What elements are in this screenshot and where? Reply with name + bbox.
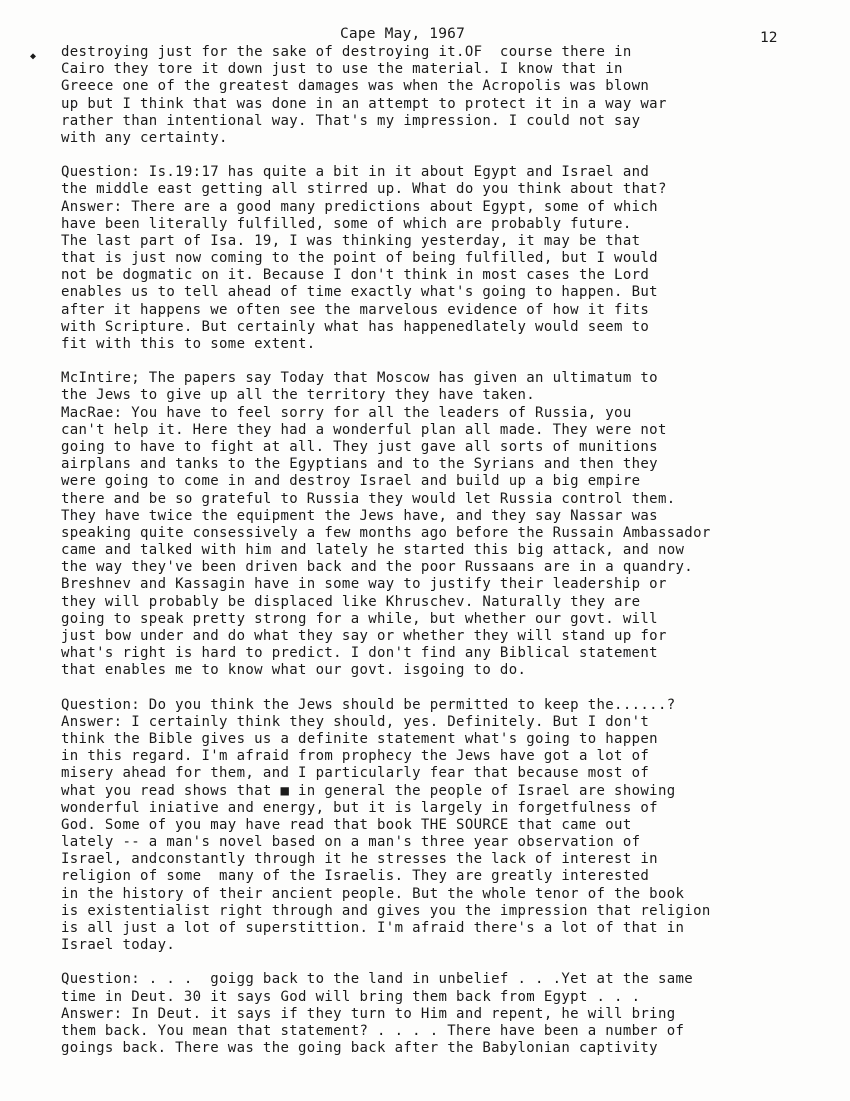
text-line: Question: Do you think the Jews should be permitted to keep the......? [61,696,676,713]
text-line: up but I think that was done in an attempt to protect it in a way war [61,95,667,112]
text-line: in this regard. I'm afraid from prophecy the Jews have got a lot of [61,748,650,765]
text-line: enables us to tell ahead of time exactly what's going to happen. But [61,284,658,301]
text-line: rather than intentional way. That's my impression. I could not say [61,112,641,129]
text-line: they will probably be displaced like Khruschev. Naturally they are [61,593,641,610]
text-line: misery ahead for them, and I particularly fear that because most of [61,765,650,782]
paragraph-4 [61,697,836,955]
text-line: not be dogmatic on it. Because I don't think in most cases the Lord [61,267,650,284]
text-line: fit with this to some extent. [61,336,316,352]
text-line: the middle east getting all stirred up. What do you think about that? [61,181,667,198]
paragraph-1 [61,44,836,147]
text-line: have been literally fulfilled, some of which are probably future. [61,215,632,232]
text-line: going to speak pretty strong for a while, but whether our govt. will [61,610,658,627]
text-line: Cairo they tore it down just to use the material. I know that in [61,61,623,78]
text-line: time in Deut. 30 it says God will bring them back from Egypt . . . [61,988,641,1005]
text-line: MacRae: You have to feel sorry for all the leaders of Russia, you [61,404,632,421]
text-line: speaking quite consessively a few months ago before the Russain Ambassador [61,524,711,541]
paragraph-5 [61,971,836,1057]
text-line: in the history of their ancient people. But the whole tenor of the book [61,885,685,902]
text-line: airplans and tanks to the Egyptians and to the Syrians and then they [61,456,658,473]
text-line: just bow under and do what they say or whether they will stand up for [61,628,667,644]
text-line: Israel, andconstantly through it he stresses the lack of interest in [61,851,658,868]
text-line: what's right is hard to predict. I don't find any Biblical statement [61,645,658,662]
text-line: were going to come in and destroy Israel and build up a big empire [61,473,641,490]
text-line: is all just a lot of superstittion. I'm afraid there's a lot of that in [61,920,685,936]
page-number: 12 [760,30,778,46]
text-line: They have twice the equipment the Jews have, and they say Nassar was [61,507,658,524]
text-line: Question: Is.19:17 has quite a bit in it about Egypt and Israel and [61,164,650,181]
text-line: God. Some of you may have read that book THE SOURCE that came out [61,816,632,833]
text-line: that is just now coming to the point of being fulfilled, but I would [61,250,658,267]
page-header [0,26,850,46]
text-line: the Jews to give up all the territory they have taken. [61,387,536,404]
transcript-body [61,44,836,1074]
text-line: with any certainty. [61,129,228,146]
header-title: Cape May, 1967 [340,26,466,42]
text-line: Greece one of the greatest damages was when the Acropolis was blown [61,78,650,95]
text-line: there and be so grateful to Russia they would let Russia control them. [61,490,676,507]
text-line: them back. You mean that statement? . . . . There have been a number of [61,1022,685,1039]
text-line: destroying just for the sake of destroying it.OF course there in [61,44,632,60]
text-line: wonderful iniative and energy, but it is largely in forgetfulness of [61,799,658,816]
text-line: Answer: In Deut. it says if they turn to Him and repent, he will bring [61,1005,676,1022]
text-line: Breshnev and Kassagin have in some way to justify their leadership or [61,576,667,593]
text-line: lately -- a man's novel based on a man's three year observation of [61,834,641,851]
text-line: Israel today. [61,937,176,954]
text-line: Question: . . . goigg back to the land in unbelief . . .Yet at the same [61,971,694,988]
text-line: Answer: I certainly think they should, yes. Definitely. But I don't [61,713,650,730]
text-line: the way they've been driven back and the poor Russaans are in a quandry. [61,559,694,576]
text-line: that enables me to know what our govt. isgoing to do. [61,662,527,679]
text-line: can't help it. Here they had a wonderful plan all made. They were not [61,421,667,438]
paragraph-3 [61,370,836,679]
text-line: religion of some many of the Israelis. They are greatly interested [61,868,650,885]
text-line: think the Bible gives us a definite statement what's going to happen [61,730,658,747]
text-line: is existentialist right through and gives you the impression that religion [61,902,711,919]
margin-mark: ◆ [30,51,37,62]
text-line: The last part of Isa. 19, I was thinking yesterday, it may be that [61,232,641,249]
paragraph-2 [61,164,836,353]
text-line: after it happens we often see the marvelous evidence of how it fits [61,301,650,318]
text-line: came and talked with him and lately he started this big attack, and now [61,542,685,559]
text-line: Answer: There are a good many predictions about Egypt, some of which [61,198,658,215]
text-line: with Scripture. But certainly what has happenedlately would seem to [61,318,650,335]
text-line: goings back. There was the going back after the Babylonian captivity [61,1040,658,1057]
text-line: what you read shows that ■ in general the people of Israel are showing [61,782,676,799]
text-line: McIntire; The papers say Today that Moscow has given an ultimatum to [61,370,658,387]
text-line: going to have to fight at all. They just gave all sorts of munitions [61,438,658,455]
